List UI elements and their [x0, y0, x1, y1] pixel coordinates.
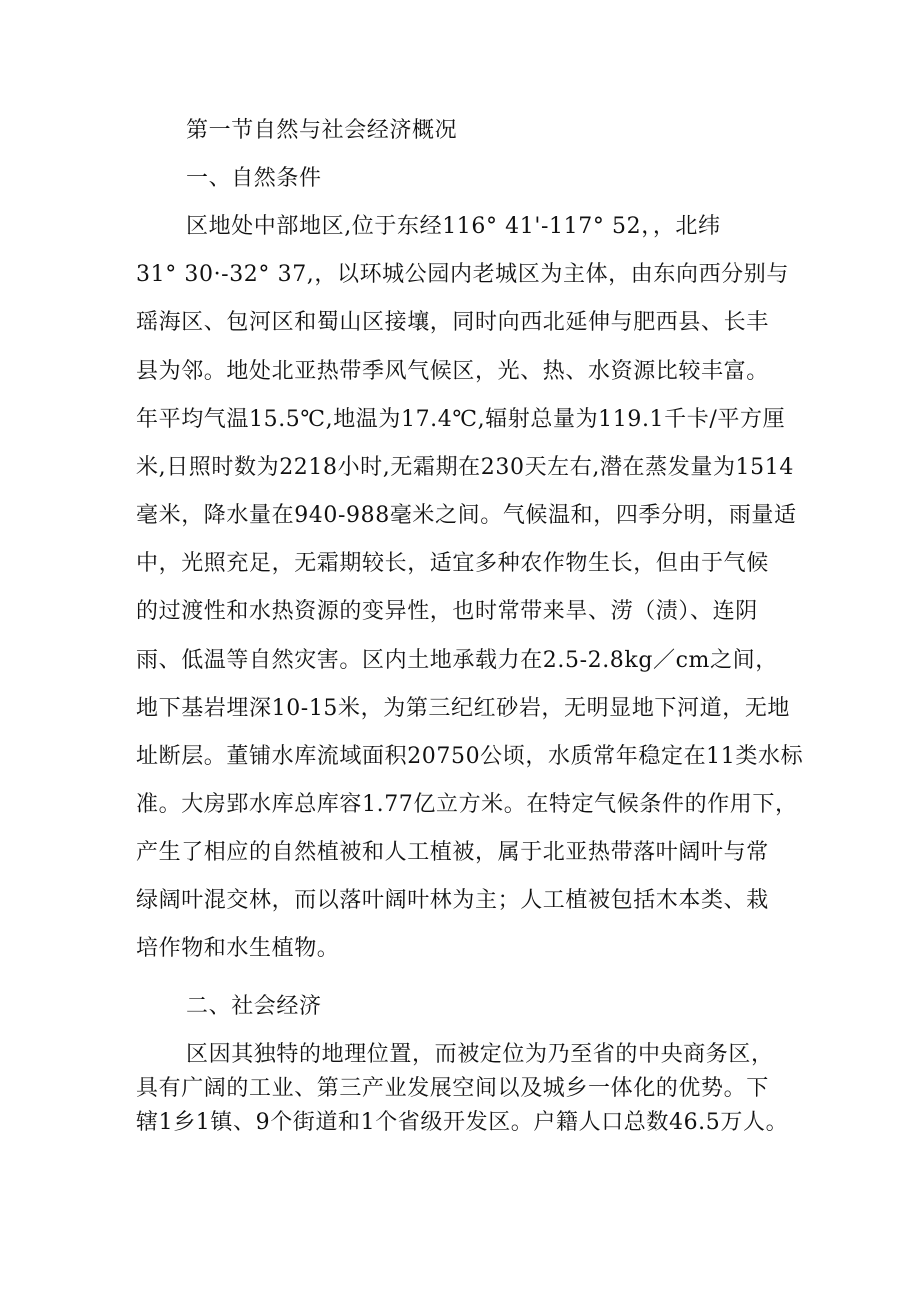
- paragraph-line: 毫米，降水量在940-988毫米之间。气候温和，四季分明，雨量适: [136, 503, 797, 528]
- paragraph-line: 县为邻。地处北亚热带季风气候区，光、热、水资源比较丰富。: [136, 359, 769, 384]
- paragraph-line: 培作物和水生植物。: [136, 936, 340, 961]
- section-title: 第一节自然与社会经济概况: [186, 118, 458, 143]
- paragraph-line: 区因其独特的地理位置，而被定位为乃至省的中央商务区，: [186, 1042, 774, 1067]
- heading-natural-conditions: 一、自然条件: [186, 166, 322, 191]
- paragraph-line: 址断层。董铺水库流域面积20750公顷，水质常年稳定在11类水标: [136, 744, 804, 769]
- paragraph-line: 瑶海区、包河区和蜀山区接壤，同时向西北延伸与肥西县、长丰: [136, 310, 769, 335]
- paragraph-line: 的过渡性和水热资源的变异性，也时常带来旱、涝（渍）、连阴: [136, 599, 758, 624]
- paragraph-line: 绿阔叶混交林，而以落叶阔叶林为主；人工植被包括木本类、栽: [136, 888, 769, 913]
- paragraph-line: 具有广阔的工业、第三产业发展空间以及城乡一体化的优势。下: [136, 1076, 769, 1101]
- paragraph-line: 区地处中部地区,位于东经116° 41'-117° 52，，北纬: [186, 214, 721, 239]
- paragraph-line: 地下基岩埋深10-15米，为第三纪红砂岩，无明显地下河道，无地: [136, 696, 791, 721]
- paragraph-line: 雨、低温等自然灾害。区内土地承载力在2.5-2.8kg／cm之间，: [136, 648, 778, 673]
- heading-social-economy: 二、社会经济: [186, 994, 322, 1019]
- paragraph-line: 产生了相应的自然植被和人工植被，属于北亚热带落叶阔叶与常: [136, 840, 769, 865]
- paragraph-line: 辖1乡1镇、9个街道和1个省级开发区。户籍人口总数46.5万人。: [136, 1110, 789, 1135]
- paragraph-line: 米,日照时数为2218小时,无霜期在230天左右,潜在蒸发量为1514: [136, 455, 794, 480]
- paragraph-line: 准。大房郢水库总库容1.77亿立方米。在特定气候条件的作用下，: [136, 792, 798, 817]
- paragraph-line: 31° 30·-32° 37,，以环城公园内老城区为主体，由东向西分别与: [136, 262, 789, 287]
- paragraph-line: 中，光照充足，无霜期较长，适宜多种农作物生长，但由于气候: [136, 551, 769, 576]
- paragraph-line: 年平均气温15.5℃,地温为17.4℃,辐射总量为119.1千卡/平方厘: [136, 407, 786, 432]
